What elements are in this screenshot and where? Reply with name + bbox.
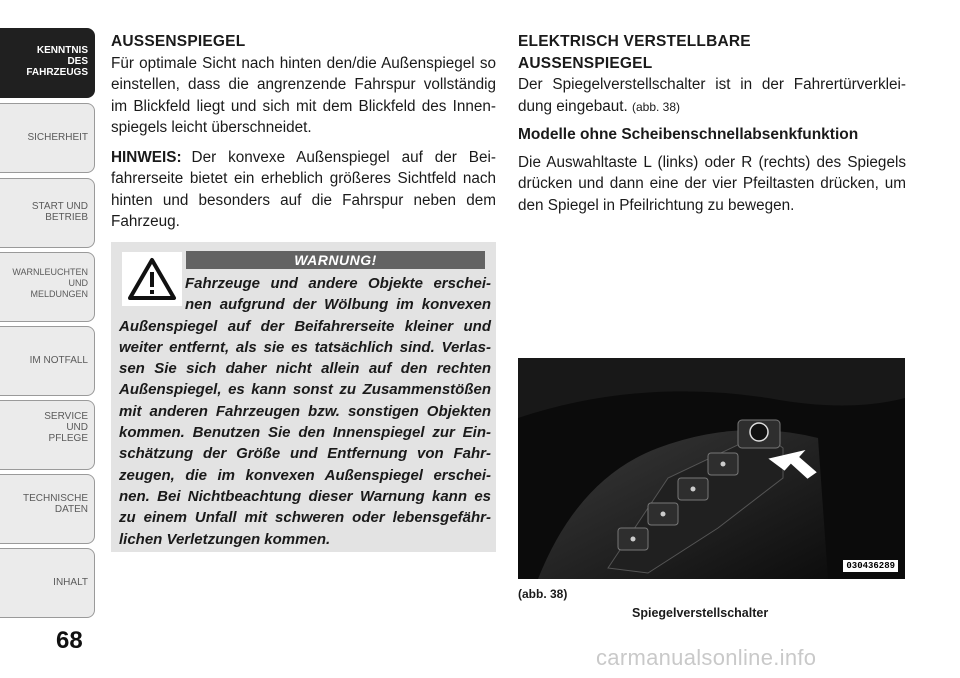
- tab-label-line2: BETRIEB: [45, 212, 88, 223]
- tab-label-line3: FAHRZEUGS: [26, 67, 88, 78]
- tab-service-und-pflege[interactable]: [0, 400, 95, 470]
- door-panel-illustration: [518, 358, 905, 579]
- subheading-models: Modelle ohne Scheibenschnellabsenkfunktion: [518, 126, 859, 143]
- figure-reference: (abb. 38): [631, 99, 681, 114]
- figure-code: 030436289: [843, 560, 898, 572]
- tab-label-line1: KENNTNIS: [36, 45, 88, 56]
- section-heading-line2: AUSSENSPIEGEL: [518, 54, 653, 72]
- tab-im-notfall[interactable]: [0, 326, 95, 396]
- tab-inhalt[interactable]: [0, 548, 95, 618]
- tab-label-line1: WARNLEUCHTEN: [12, 267, 88, 277]
- tab-label-line1: INHALT: [53, 577, 88, 588]
- tab-label-line1: IM NOTFALL: [29, 355, 88, 366]
- tab-label-line2: UND: [68, 278, 88, 288]
- tab-technische-daten[interactable]: [0, 474, 95, 544]
- warning-body: Fahrzeuge und andere Objekte erschei- nen aufgrund der Wölbung im konvexen Außenspiegel auf der Beifahrerseite kleiner und weiter entfernt, als sie es tatsächlich sind. Verlas- sen Sie sich daher nicht allein auf den rechten Außenspiegel, es kann sonst zu Zusammenstößen mit anderen Fahrzeugen bzw. sonstigen Objekten kommen. Benutzen Sie den Innenspiegel zur Ein- schätzung der Größe und Entfernung von Fahr- zeugen, die im konvexen Außenspiegel erschei- nen. Bei Nichtbeachtung dieser Warnung kann es zu einem Unfall mit schweren oder lebensgefähr- lichen Verletzungen kommen.: [119, 275, 491, 548]
- tab-sicherheit[interactable]: [0, 103, 95, 173]
- tab-label-line1: SERVICE: [44, 411, 88, 422]
- watermark: carmanualsonline.info: [596, 645, 817, 670]
- section-heading-line1: ELEKTRISCH VERSTELLBARE: [518, 33, 751, 50]
- tab-label-line1: START UND: [31, 201, 88, 212]
- location-paragraph: [518, 74, 906, 118]
- tab-start-und-betrieb[interactable]: [0, 178, 95, 248]
- mirror-switch-photo: [518, 358, 905, 579]
- section-heading-aussenspiegel: AUSSENSPIEGEL: [111, 33, 246, 50]
- warning-indent-spacer: [119, 273, 185, 315]
- warning-title: WARNUNG!: [186, 251, 485, 269]
- warning-box: [111, 242, 496, 552]
- instruction-paragraph: Die Auswahltaste L (links) oder R (rechts) des Spiegels drücken und dann eine der vier Pfeiltasten drücken, um den Spiegel in Pfeilrichtung zu bewegen.: [518, 153, 906, 214]
- tab-label-line2: DES: [67, 56, 88, 67]
- left-column: [111, 31, 496, 233]
- tab-label-line1: SICHERHEIT: [27, 132, 88, 143]
- hinweis-label: HINWEIS:: [111, 148, 182, 166]
- hinweis-text: Der konvexe Außenspiegel auf der Bei- fahrerseite bietet ein erheblich größeres Sichtfeld nach hinten und besonders auf die Fahrspur neben dem Fahrzeug.: [111, 148, 496, 230]
- figure-caption: Spiegelverstellschalter: [632, 606, 769, 620]
- location-text: Der Spiegelverstellschalter ist in der Fahrertürverklei- dung eingebaut.: [518, 76, 906, 115]
- warning-text: [119, 273, 491, 550]
- page-number: 68: [56, 627, 83, 654]
- figure-caption-ref: (abb. 38): [518, 587, 568, 601]
- right-column: [518, 31, 906, 216]
- tab-label-line2: UND: [66, 422, 88, 433]
- tab-label-line2: DATEN: [54, 504, 88, 515]
- tab-label-line3: MELDUNGEN: [30, 289, 88, 299]
- intro-paragraph: Für optimale Sicht nach hinten den/die Außenspiegel so einstellen, dass die angrenzende Fahrspur vollständig im Blickfeld liegt und sich mit dem Blickfeld des Innen- spiegels leicht überschneidet.: [111, 54, 496, 136]
- tab-warnleuchten-und-meldungen[interactable]: [0, 252, 95, 322]
- tab-label-line3: PFLEGE: [48, 433, 88, 444]
- tab-label-line1: TECHNISCHE: [22, 493, 88, 504]
- hinweis-paragraph: [111, 147, 496, 233]
- tab-kenntnis-des-fahrzeugs[interactable]: [0, 28, 95, 98]
